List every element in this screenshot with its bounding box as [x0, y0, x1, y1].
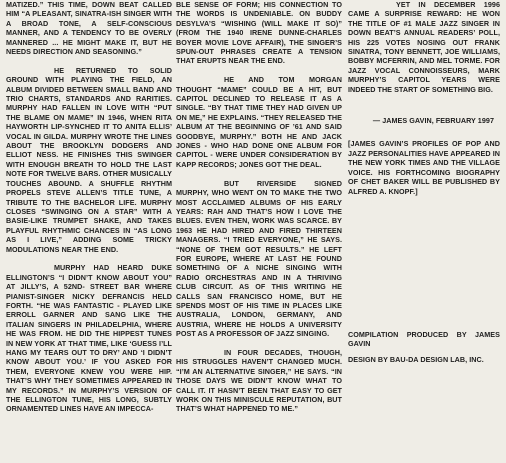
- column-2: [176, 0, 342, 414]
- design-credit: DESIGN BY BAU-DA DESIGN LAB, INC.: [348, 354, 484, 364]
- paragraph: MATIZED.” THIS TIME, DOWN BEAT CALLED HIM “A PLEASANT, SINATRA-ISH SINGER WITH A BROAD TONE, A SELF-CONSCIOUS MANNER, AND A TENDENCY TO BE OVERLY MANNERED ... HE MIGHT MAKE IT, BUT HE NEEDS DIRECTION AND SEASONING.”: [6, 0, 172, 57]
- column-1: [6, 0, 172, 414]
- paragraph: MURPHY HAD HEARD DUKE ELLINGTON’S “I DIDN’T KNOW ABOUT YOU” AT JILLY’S, A 52ND- STREET BAR WHERE PIANIST-SINGER NICKY DEFRANCIS HELD FORTH. “HE WAS FANTASTIC - PLAYED LIKE ERROLL GARNER AND SANG LIKE THE ITALIAN SINGERS IN PHILADELPHIA, WHERE HE WAS FROM. HE DID THE HIPPEST TUNES IN NEW YORK AT THAT TIME, LIKE ‘GUESS I’LL HANG MY TEARS OUT TO DRY’ AND ‘I DIDN’T KNOW ABOUT YOU.’ IF YOU ASKED FOR THEM, EVERYONE KNEW YOU WERE HIP. THAT’S WHY THEY SOMETIMES APPEARED IN MY RECORDS.” IN MURPHY’S VERSION OF THE ELLINGTON TUNE, HIS LONG, SUBTLY ORNAMENTED LINES HAVE AN IMPECCA-: [6, 263, 172, 414]
- paragraph: BLE SENSE OF FORM; HIS CONNECTION TO THE WORDS IS UNDENIABLE. ON BUDDY DESYLVA’S “WISHING (WILL MAKE IT SO)” (FROM THE 1940 IRENE DUNNE-CHARLES BOYER MOVIE LOVE AFFAIR), THE SINGER’S SPUN-OUT PHRASES CREATE A TENSION THAT ERUPTS NEAR THE END.: [176, 0, 342, 66]
- column-3: [348, 0, 500, 364]
- spacer: [348, 196, 500, 324]
- author-bio-note: [JAMES GAVIN’S PROFILES OF POP AND JAZZ PERSONALITIES HAVE APPEARED IN THE NEW YORK TIMES AND THE VILLAGE VOICE. HIS FORTHCOMING BIOGRAPHY OF CHET BAKER WILL BE PUBLISHED BY ALFRED A. KNOPF.]: [348, 139, 500, 196]
- paragraph: IN FOUR DECADES, THOUGH, HIS STRUGGLES HAVEN’T CHANGED MUCH. “I’M AN ALTERNATIVE SINGER,” HE SAYS. “IN THOSE DAYS WE DIDN’T KNOW WHAT TO CALL IT. IT HASN’T BEEN THAT EASY TO GET WORK ON THIS MINISCULE REPUTATION, BUT THAT’S WHAT HAPPENED TO ME.”: [176, 347, 342, 414]
- paragraph: HE RETURNED TO SOLID GROUND WITH PLAYING THE FIELD, AN ALBUM DIVIDED BETWEEN SMALL BAND AND TRIO CHARTS, STANDARDS AND RARITIES. MURPHY HAD FALLEN IN LOVE WITH “PUT THE BLAME ON MAME” IN 1946, WHEN RITA HAYWORTH LIP-SYNCHED IT TO ANITA ELLIS’ VOCAL IN GILDA. MURPHY WROTE THE LINES ABOUT THE BROOKLYN DODGERS AND ELLIOT NESS. HE FINISHES THIS SWINGER WITH ENOUGH BREATH TO HOLD THE LAST NOTE FOR TWELVE BARS. OTHER MUSICALLY TOUCHES ABOUND. A SHUFFLE RHYTHM PROPELS STEVE ALLEN’S TITLE TUNE, A TRIBUTE TO THE BACHELOR LIFE. MURPHY CLOSES “SWINGING ON A STAR” WITH A BASIE-LIKE TRUMPET SHAKE, AND TAKES PLAYFUL RHYTHMIC CHANCES IN “AS LONG AS I LIVE,” ADDING SOME TRICKY MODULATIONS NEAR THE END.: [6, 65, 172, 254]
- paragraph: YET IN DECEMBER 1996 CAME A SURPRISE REWARD: HE WON THE TITLE OF #1 MALE JAZZ SINGER IN DOWN BEAT’S ANNUAL READERS’ POLL, HIS 225 VOTES NOSING OUT FRANK SINATRA, TONY BENNETT, JOE WILLIAMS, BOBBY MCFERRIN, AND MEL TORME. FOR JAZZ VOCAL CONNOISSEURS, MARK MURPHY’S CAPITOL YEARS WERE INDEED THE START OF SOMETHING BIG.: [348, 0, 500, 94]
- paragraph: BUT RIVERSIDE SIGNED MURPHY, WHO WENT ON TO MAKE THE TWO MOST ACCLAIMED ALBUMS OF HIS EARLY YEARS: RAH AND THAT’S HOW I LOVE THE BLUES. EVEN THEN, WORK WAS SCARCE. BY 1963 HE HAD HIRED AND FIRED THIRTEEN MANAGERS. “I TRIED EVERYONE,” HE SAYS. “NONE OF THEM GOT RESULTS.” HE LEFT FOR EUROPE, WHERE AT LAST HE FOUND SOMETHING OF A NICHE SINGING WITH RADIO ORCHESTRAS AND IN A THRIVING CLUB CIRCUIT. AS OF THIS WRITING HE CALLS SAN FRANCISCO HOME, BUT HE SPENDS MOST OF HIS TIME IN PLACES LIKE AUSTRALIA, LONDON, GERMANY, AND AUSTRIA, WHERE HE HOLDS A UNIVERSITY POST AS A PROFESSOR OF JAZZ SINGING.: [176, 178, 342, 339]
- paragraph: HE AND TOM MORGAN THOUGHT “MAME” COULD BE A HIT, BUT CAPITOL DECLINED TO RELEASE IT AS A SINGLE. “BY THAT TIME THEY HAD GIVEN UP ON ME,” HE EXPLAINS. “THEY RELEASED THE ALBUM AT THE BEGINNING OF ’61 AND SAID GOODBYE, MURPHY.” BOTH HE AND JACK JONES - WHO HAD DONE ONE ALBUM FOR CAPITOL - WERE UNDER CONSIDERATION BY KAPP RECORDS; JONES GOT THE DEAL.: [176, 75, 342, 169]
- production-credit: COMPILATION PRODUCED BY JAMES GAVIN: [348, 329, 500, 349]
- author-signoff: — JAMES GAVIN, FEBRUARY 1997: [372, 116, 494, 126]
